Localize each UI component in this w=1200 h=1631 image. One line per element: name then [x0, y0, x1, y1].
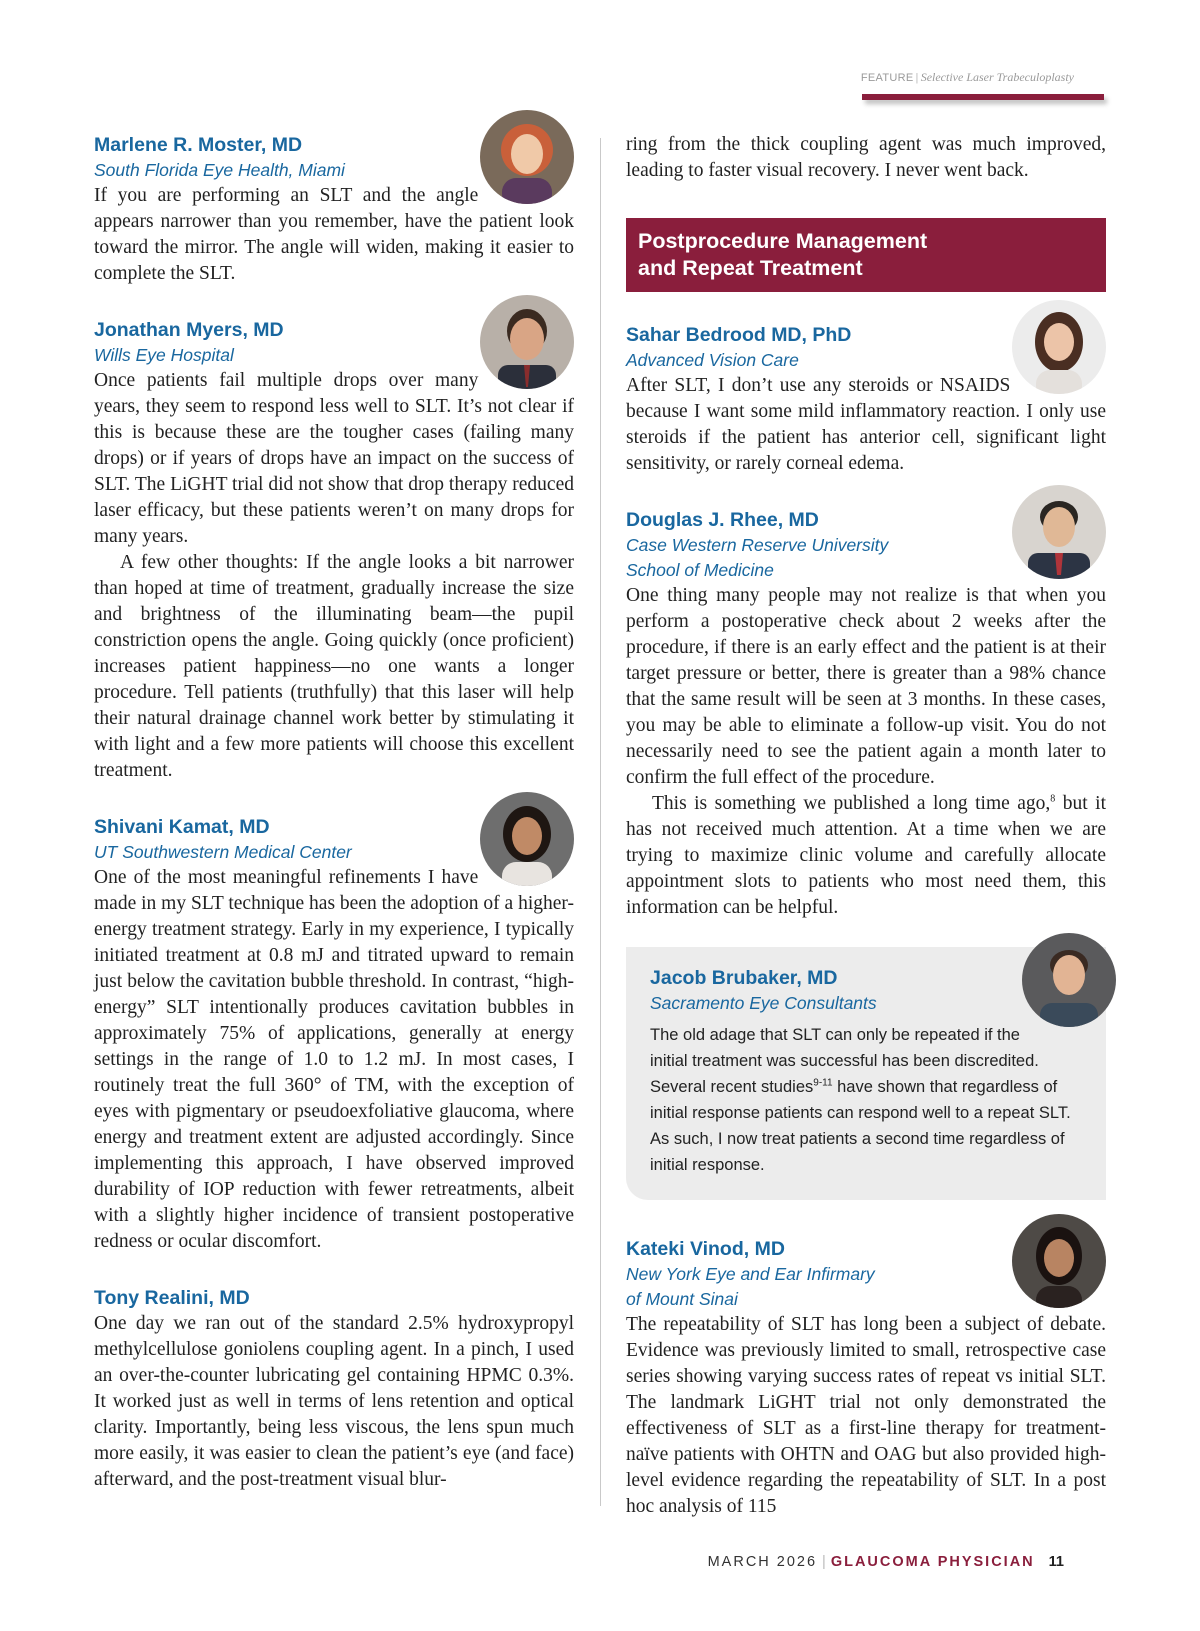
portrait-rhee-icon	[1012, 485, 1106, 579]
portrait-brubaker-icon	[1022, 933, 1116, 1027]
portrait-bedrood-icon	[1012, 300, 1106, 394]
journal-name: GLAUCOMA PHYSICIAN	[830, 1554, 1035, 1570]
paragraph-text: This is something we published a long time ago,	[652, 793, 1051, 814]
contributor-vinod	[626, 1236, 1106, 1520]
contributor-name: Shivani Kamat, MD	[94, 816, 270, 838]
sidebar-box	[626, 947, 1106, 1200]
column-divider	[600, 138, 601, 1506]
page-footer	[708, 1554, 1064, 1570]
header-separator: |	[915, 72, 919, 84]
contributor-affiliation: UT Southwestern Medical Center	[94, 842, 352, 862]
sidebar-affiliation: Sacramento Eye Consultants	[650, 993, 877, 1013]
contributor-affiliation: School of Medicine	[626, 560, 774, 580]
left-column	[94, 132, 574, 1493]
contributor-name: Tony Realini, MD	[94, 1287, 250, 1309]
contributor-name: Marlene R. Moster, MD	[94, 134, 303, 156]
contributor-affiliation: New York Eye and Ear Infirmary	[626, 1264, 875, 1284]
contributor-moster	[94, 132, 574, 287]
contributor-affiliation: Case Western Reserve University	[626, 535, 889, 555]
contributor-name: Sahar Bedrood MD, PhD	[626, 324, 852, 346]
contributor-realini	[94, 1285, 574, 1493]
contributor-paragraph: One thing many people may not realize is that when you perform a postoperative check about 2 weeks after the procedure, if there is an early effect and the patient is at their target pressure or better, there is greater than a 98% chance that the same result will be seen at 3 months. In these cases, you may be able to eliminate a follow-up visit. You do not necessarily need to see the patient again a month later to confirm the full effect of the procedure.	[626, 585, 1106, 788]
contributor-paragraph: One of the most meaningful refinements I have made in my SLT technique has been the adoption of a higher-energy treatment strategy. Early in my experience, I typically initiated treatment at 0.8 mJ and titrated upward to remain just below the cavitation bubble threshold. In contrast, “high-energy” SLT intentionally produces cavitation bubbles in approximately 75% of applications, generally at energy settings in the range of 1.0 to 1.2 mJ. In most cases, I routinely treat the full 360° of TM, with the exception of eyes with pigmentary or pseudoexfoliative glaucoma, where energy and treatment extent are adjusted accordingly. Since implementing this approach, I have observed improved durability of IOP reduction with fewer retreatments, albeit with a slightly higher incidence of transient postoperative redness or ocular discomfort.	[94, 867, 574, 1252]
section-heading-line: Postprocedure Management	[638, 229, 928, 253]
reference-superscript: 8	[1050, 793, 1056, 805]
header-topic: Selective Laser Trabeculoplasty	[920, 70, 1074, 84]
contributor-name: Douglas J. Rhee, MD	[626, 509, 819, 531]
continued-paragraph: ring from the thick coupling agent was much improved, leading to faster visual recovery. I never went back.	[626, 134, 1106, 181]
contributor-affiliation: Wills Eye Hospital	[94, 345, 234, 365]
contributor-name: Jonathan Myers, MD	[94, 319, 284, 341]
contributor-paragraph: A few other thoughts: If the angle looks a bit narrower than hoped at time of treatment, gradually increase the size and brightness of the illuminating beam—the pupil constriction opens the angle. Going quickly (once proficient) increases patient happiness—no one wants a longer procedure. Tell patients (truthfully) that this laser will help their natural drainage channel work better by stimulating it with light and a few more patients will choose this excellent treatment.	[94, 552, 574, 781]
contributor-rhee	[626, 507, 1106, 921]
section-heading-line: and Repeat Treatment	[638, 256, 863, 280]
portrait-myers-icon	[480, 295, 574, 389]
contributor-paragraph: One day we ran out of the standard 2.5% hydroxypropyl methylcellulose goniolens coupling agent. In a pinch, I used an over-the-counter lubricating gel containing HPMC 0.3%. It worked just as well in terms of lens retention and optical clarity. Importantly, being less viscous, the lens spun much more easily, it was easier to clean the patient’s eye (and face) afterward, and the post-treatment visual blur-	[94, 1313, 574, 1490]
contributor-name: Kateki Vinod, MD	[626, 1238, 785, 1260]
portrait-moster-icon	[480, 110, 574, 204]
contributor-affiliation: of Mount Sinai	[626, 1289, 738, 1309]
contributor-affiliation: South Florida Eye Health, Miami	[94, 160, 345, 180]
running-header	[861, 70, 1074, 85]
page-number: 11	[1048, 1554, 1064, 1570]
contributor-paragraph	[626, 791, 1106, 921]
contributor-paragraph: If you are performing an SLT and the angle appears narrower than you remember, have the patient look toward the mirror. The angle will widen, making it easier to complete the SLT.	[94, 185, 574, 284]
contributor-bedrood	[626, 322, 1106, 477]
sidebar-text: have shown that regardless of initial response patients can respond well to a repeat SLT. As such, I now treat patients a second time regardless of initial response.	[650, 1078, 1071, 1174]
paragraph-text: but it has not received much attention. At a time when we are trying to maximize clinic volume and carefully allocate appointment slots to patients who most need them, this information can be helpful.	[626, 793, 1106, 918]
contributor-affiliation: Advanced Vision Care	[626, 350, 799, 370]
section-heading	[626, 218, 1106, 292]
footer-separator: |	[822, 1554, 826, 1570]
portrait-kamat-icon	[480, 792, 574, 886]
header-rule	[862, 94, 1104, 100]
contributor-paragraph: The repeatability of SLT has long been a subject of debate. Evidence was previously limited to small, retrospective case series showing varying success rates of repeat vs initial SLT. The landmark LiGHT trial not only demonstrated the effectiveness of SLT as a first-line therapy for treatment-naïve patients with OHTN and OAG but also provided high-level evidence regarding the repeatability of SLT. In a post hoc analysis of 115	[626, 1314, 1106, 1517]
contributor-myers	[94, 317, 574, 784]
contributor-paragraph: Once patients fail multiple drops over many years, they seem to respond less well to SLT. It’s not clear if this is because these are the tougher cases (failing many drops) or if years of drops have an impact on the success of SLT. The LiGHT trial did not show that drop therapy reduced laser efficacy, but these patients weren’t on many drops for many years.	[94, 370, 574, 547]
feature-label: FEATURE	[860, 72, 914, 84]
sidebar-name: Jacob Brubaker, MD	[650, 967, 838, 989]
contributor-kamat	[94, 814, 574, 1255]
reference-superscript: 9-11	[813, 1077, 833, 1089]
sidebar-paragraph	[650, 1022, 1086, 1178]
contributor-paragraph: After SLT, I don’t use any steroids or NSAIDS because I want some mild inflammatory reaction. I only use steroids if the patient has anterior cell, significant light sensitivity, or rarely corneal edema.	[626, 375, 1106, 474]
sidebar-text: The old adage that SLT can only be repeated if the initial treatment was successful has been discredited. Several recent studies	[650, 1026, 1039, 1096]
issue-date: MARCH 2026	[707, 1554, 818, 1570]
right-column	[626, 132, 1106, 1520]
portrait-vinod-icon	[1012, 1214, 1106, 1308]
